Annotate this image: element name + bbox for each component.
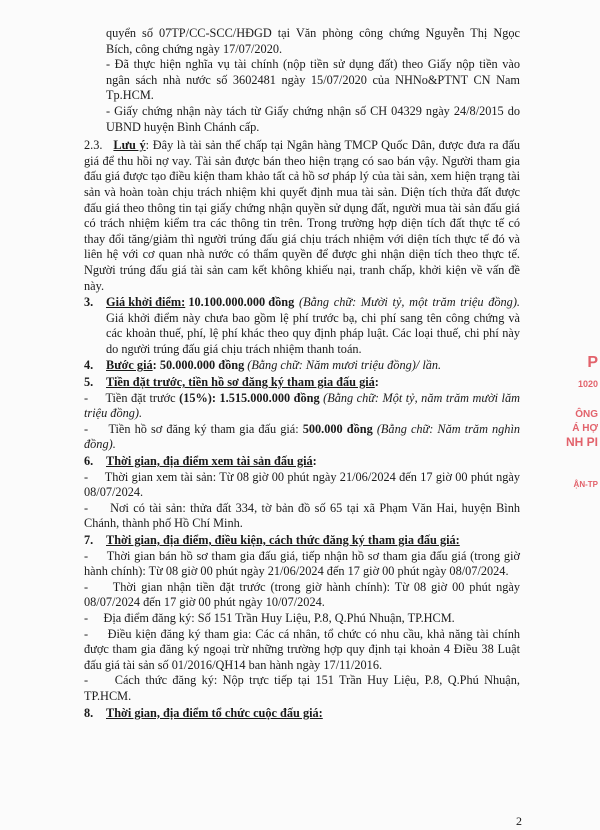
section-2-3-number: 2.3. [84,138,103,153]
start-price-words: (Bằng chữ: Mười tỷ, một trăm triệu đồng). [299,295,520,310]
fee-words: (Bằng chữ: Năm trăm nghìn đồng). [84,421,521,452]
section-5-heading: 5. Tiền đặt trước, tiền hồ sơ đăng ký tham gia đấu giá : [84,375,379,390]
section-3-title: Giá khởi điểm: [106,295,186,310]
section-8-title: Thời gian, địa điểm tổ chức cuộc đấu giá: [106,705,323,720]
section-2-3 [84,138,520,294]
registration-method: - Cách thức đăng ký: Nộp trực tiếp tại 151 Trần Huy Liệu, P.8, Q.Phú Nhuận, TP.HCM. [84,673,520,703]
document-page [84,26,520,721]
deposit-amount: 1.515.000.000 đồng [219,390,320,405]
registration-time: - Thời gian bán hồ sơ tham gia đấu giá, tiếp nhận hồ sơ tham gia đấu giá (trong giờ hành chính): Từ 08 giờ 00 phút ngày 21/06/2024 đến 17 giờ 00 phút ngày 08/07/2024. [84,548,521,579]
section-2-3-label: Lưu ý [113,138,146,153]
fee-amount: 500.000 đồng [302,421,373,436]
red-stamp-edge: P 1020 ÔNG Á HỢ NH PI ẬN-TP [565,354,598,489]
deposit-time: - Thời gian nhận tiền đặt trước (trong giờ hành chính): Từ 08 giờ 00 phút ngày 08/07/2024 đến 17 giờ 00 phút ngày 10/07/2024. [84,579,520,610]
section-8-heading: 8. Thời gian, địa điểm tổ chức cuộc đấu giá: [84,705,323,720]
section-4-title: Bước giá [106,358,153,373]
section-5-title: Tiền đặt trước, tiền hồ sơ đăng ký tham gia đấu giá [106,375,375,390]
section-3-body [84,295,520,357]
section-7-heading: 7. Thời gian, địa điểm, điều kiện, cách thức đăng ký tham gia đấu giá: [84,533,460,547]
bid-step-words: (Bằng chữ: Năm mươi triệu đồng)/ lần. [247,358,442,373]
page-number: 2 [516,814,522,828]
start-price-amount: 10.100.000.000 đồng [188,295,295,310]
registration-conditions: - Điều kiện đăng ký tham gia: Các cá nhân, tổ chức có nhu cầu, khả năng tài chính được tham gia đăng ký ngoại trừ những trường hợp quy định tại khoản 4 Điều 38 Luật đấu giá tài sản số 01/2016/QH14 ban hành ngày 17/11/2016. [84,626,521,672]
fee-line: - Tiền hồ sơ đăng ký tham gia đấu giá: 500.000 đồng (Bằng chữ: Năm trăm nghìn đồng). [84,421,521,452]
section-6-title: Thời gian, địa điểm xem tài sản đấu giá [106,454,313,469]
start-price-note: Giá khởi điểm này chưa bao gồm lệ phí trước bạ, chi phí sang tên công chứng và các khoản thuế, phí, lệ phí khác theo quy định pháp luật. Các loại thuế, chi phí này do người trúng đấu giá chịu trách nhiệm thanh toán. [106,310,520,356]
paragraph-certificate: - Giấy chứng nhận này tách từ Giấy chứng nhận số CH 04329 ngày 24/8/2015 do UBND huyện Bình Chánh cấp. [106,103,520,134]
property-location: - Nơi có tài sản: thửa đất 334, tờ bản đồ số 65 tại xã Phạm Văn Hai, huyện Bình Chánh, thành phố Hồ Chí Minh. [84,500,521,531]
section-3-heading: 3. Giá khởi điểm: 10.100.000.000 đồng [84,295,295,310]
paragraph-notary: quyển số 07TP/CC-SCC/HĐGD tại Văn phòng công chứng Nguyễn Thị Ngọc Bích, công chứng ngày 17/07/2020. [106,26,520,56]
deposit-line: - Tiền đặt trước (15%): 1.515.000.000 đồng (Bằng chữ: Một tỷ, năm trăm mười lăm triệu đồng). [84,390,520,421]
section-2-3-text: : Đây là tài sản thế chấp tại Ngân hàng TMCP Quốc Dân, được đưa ra đấu giá để thu hồi nợ vay. Tài sản được bán theo hiện trạng có sao bán vậy. Người tham gia đấu giá được tạo điều kiện tham khảo tất cả hồ sơ pháp lý của tài sản, xem hiện trạng tài sản và hoàn toàn chịu trách nhiệm khi quyết định mua tài sản. Diện tích thửa đất được đấu giá theo thông tin tại giấy chứng nhận quyền sử dụng đất, người mua tài sản đấu giá có trách nhiệm kiểm tra các thông tin trên. Trong trường hợp diện tích đất thực tế có thay đổi tăng/giảm thì người trúng đấu giá chịu trách nhiệm với diện tích thực tế đó và liên hệ với cơ quan nhà nước có thẩm quyền để được ghi nhận diện tích theo thực tế. Người trúng đấu giá tài sản cam kết không khiếu nại, tranh chấp, khởi kiện về vấn đề này. [84,138,520,293]
section-7-title: Thời gian, địa điểm, điều kiện, cách thức đăng ký tham gia đấu giá: [106,533,460,547]
viewing-time: - Thời gian xem tài sản: Từ 08 giờ 00 phút ngày 21/06/2024 đến 17 giờ 00 phút ngày 08/07/2024. [84,469,521,500]
paragraph-tax: - Đã thực hiện nghĩa vụ tài chính (nộp tiền sử dụng đất) theo Giấy nộp tiền vào ngân sách nhà nước số 3602481 ngày 15/07/2020 của NHNo&PTNT CN Nam Tp.HCM. [106,57,520,103]
deposit-words: (Bằng chữ: Một tỷ, năm trăm mười lăm triệu đồng). [84,390,520,421]
section-6-heading: 6. Thời gian, địa điểm xem tài sản đấu giá : [84,454,317,469]
bid-step-amount: 50.000.000 đồng [159,358,245,373]
registration-place: - Địa điểm đăng ký: Số 151 Trần Huy Liệu, P.8, Q.Phú Nhuận, TP.HCM. [84,610,455,625]
section-4-heading: 4. Bước giá : 50.000.000 đồng (Bằng chữ: Năm mươi triệu đồng)/ lần. [84,358,442,373]
